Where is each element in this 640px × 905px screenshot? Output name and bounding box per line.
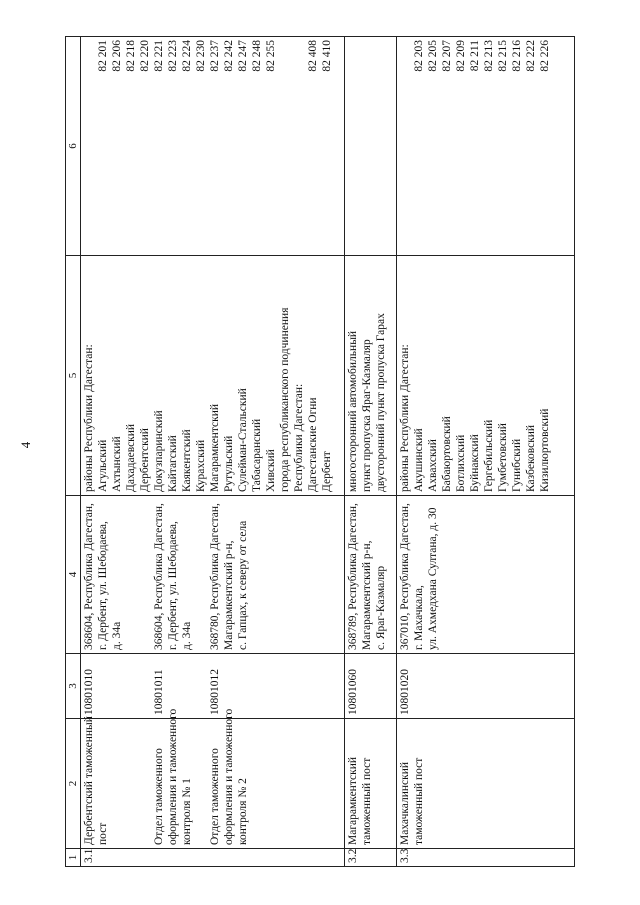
cell-c5 — [81, 256, 345, 496]
cell-line: 10801060 — [347, 669, 359, 715]
cell-line: Махачкалинский — [399, 761, 411, 845]
cell-line: 82 410 — [321, 40, 333, 72]
cell-line: 82 211 — [469, 40, 481, 72]
cell-line: Каякентский — [181, 429, 193, 492]
cell-line: 82 223 — [167, 40, 179, 72]
cell-line: Отдел таможенного — [153, 748, 165, 845]
cell-line: 82 408 — [307, 40, 319, 72]
cell-line: 82 203 — [413, 40, 425, 72]
blank-line — [138, 657, 152, 715]
cell-line: 82 222 — [525, 40, 537, 72]
row-number: 3.2 — [347, 848, 359, 863]
cell-line: 82 220 — [139, 40, 151, 72]
cell-line: 82 230 — [195, 40, 207, 72]
header-cell-1: 1 — [66, 849, 81, 867]
page-number: 4 — [18, 441, 33, 449]
cell-line: районы Республики Дагестан: — [399, 344, 411, 492]
cell-line: Акушинский — [413, 428, 425, 492]
cell-line: 10801012 — [209, 669, 221, 715]
cell-line: 82 242 — [223, 40, 235, 72]
cell-line: Гунибский — [511, 438, 523, 492]
cell-line: Гергебильский — [483, 419, 495, 492]
cell-line: Хивский — [265, 449, 277, 492]
cell-line: 368780, Республика Дагестан, — [209, 503, 221, 650]
cell-line: 82 255 — [265, 40, 277, 72]
cell-line: Кайтагский — [167, 435, 179, 492]
cell-line: ул. Ахмедхана Султана, д. 30 — [427, 507, 439, 650]
cell-line: Бабаюртовский — [441, 416, 453, 492]
cell-line: 82 209 — [455, 40, 467, 72]
cell-line: 10801010 — [83, 669, 95, 715]
cell-line: Казбековский — [525, 424, 537, 492]
cell-line: Республики Дагестан: — [293, 383, 305, 492]
cell-line: таможенный пост — [361, 757, 373, 845]
cell-line: Магарамкентский — [347, 756, 359, 845]
blank-line — [124, 499, 138, 650]
cell-line: двусторонний пункт пропуска Гарах — [375, 313, 387, 492]
cell-line: пост — [97, 822, 109, 845]
cell-c2 — [345, 719, 397, 849]
cell-line: Табасаранский — [251, 418, 263, 492]
cell-line: г. Махачкала, — [413, 585, 425, 650]
cell-c5 — [345, 256, 397, 496]
table-row — [345, 37, 397, 867]
cell-line: 82 213 — [483, 40, 495, 72]
cell-line: Дербентский таможенный — [83, 716, 95, 845]
cell-line: Буйнакский — [469, 434, 481, 492]
cell-c4 — [345, 496, 397, 654]
cell-line: Агульский — [97, 439, 109, 492]
header-row — [66, 37, 81, 867]
cell-c5 — [397, 256, 575, 496]
blank-line — [124, 722, 138, 845]
cell-c6 — [81, 37, 345, 256]
cell-line: Магарамкентский р-н, — [361, 540, 373, 650]
cell-c6 — [397, 37, 575, 256]
row-number: 3.1 — [83, 848, 95, 863]
cell-line: 82 205 — [427, 40, 439, 72]
blank-line — [194, 657, 208, 715]
cell-line: пункт пропуска Яраг-Казмаляр — [361, 339, 373, 492]
cell-line: 367010, Республика Дагестан, — [399, 503, 411, 650]
cell-line: 82 247 — [237, 40, 249, 72]
customs-posts-table — [65, 36, 575, 867]
cell-line: контроля № 1 — [181, 778, 193, 845]
header-cell-6: 6 — [66, 37, 81, 256]
row-number-cell — [81, 849, 345, 867]
cell-line: 82 206 — [111, 40, 123, 72]
cell-line: 368604, Республика Дагестан, — [153, 503, 165, 650]
header-cell-2: 2 — [66, 719, 81, 849]
cell-c6 — [345, 37, 397, 256]
cell-line: Сулейман-Стальский — [237, 388, 249, 492]
blank-line — [110, 657, 124, 715]
cell-line: 82 218 — [125, 40, 137, 72]
cell-c2 — [397, 719, 575, 849]
cell-line: Ахтынский — [111, 436, 123, 492]
cell-line: города республиканского подчинения — [279, 307, 291, 492]
cell-c4 — [81, 496, 345, 654]
cell-c3 — [345, 654, 397, 719]
cell-line: 368604, Республика Дагестан, — [83, 503, 95, 650]
cell-line: г. Дербент, ул. Шебодаева, — [97, 521, 109, 650]
cell-line: 82 224 — [181, 40, 193, 72]
cell-c2 — [81, 708, 345, 849]
blank-line — [166, 657, 180, 715]
cell-line: г. Дербент, ул. Шебодаева, — [167, 521, 179, 650]
cell-line: 368789, Республика Дагестан, — [347, 503, 359, 650]
blank-line — [110, 722, 124, 845]
rotated-table-container — [65, 37, 575, 867]
blank-line — [292, 40, 306, 252]
cell-line: 82 207 — [441, 40, 453, 72]
header-cell-5: 5 — [66, 256, 81, 496]
cell-line: Дербентский — [139, 428, 151, 492]
blank-line — [138, 499, 152, 650]
blank-line — [194, 722, 208, 845]
blank-line — [278, 40, 292, 252]
cell-line: 82 201 — [97, 40, 109, 72]
cell-c3 — [81, 654, 345, 719]
cell-line: таможенный пост — [413, 757, 425, 845]
cell-line: Дахадаевский — [125, 423, 137, 492]
cell-line: Ахвахский — [427, 439, 439, 492]
cell-line: Отдел таможенного — [209, 748, 221, 845]
blank-line — [398, 40, 412, 252]
cell-line: с. Гапцах, к северу от села — [237, 520, 249, 650]
row-number: 3.3 — [399, 848, 411, 863]
cell-line: 10801020 — [399, 669, 411, 715]
cell-line: д. 34а — [181, 621, 193, 650]
blank-line — [96, 657, 110, 715]
cell-line: 82 215 — [497, 40, 509, 72]
cell-line: оформления и таможенного — [223, 708, 235, 845]
cell-line: Докузпаринский — [153, 410, 165, 492]
blank-line — [124, 657, 138, 715]
blank-line — [180, 657, 194, 715]
cell-line: Магарамкентский р-н, — [223, 540, 235, 650]
cell-line: многосторонний автомобильный — [347, 330, 359, 492]
row-number-cell — [397, 849, 575, 867]
cell-line: Гумбетовский — [497, 423, 509, 492]
cell-line: Дербент — [321, 451, 333, 492]
blank-line — [194, 499, 208, 650]
cell-line: Дагестанские Огни — [307, 397, 319, 492]
cell-line: 10801011 — [153, 669, 165, 715]
table-row — [81, 37, 345, 867]
cell-line: 82 237 — [209, 40, 221, 72]
row-number-cell — [345, 849, 397, 867]
cell-line: районы Республики Дагестан: — [83, 344, 95, 492]
cell-line: д. 34а — [111, 621, 123, 650]
cell-line: 82 216 — [511, 40, 523, 72]
cell-c3 — [397, 654, 575, 719]
cell-line: 82 221 — [153, 40, 165, 72]
cell-line: Рутульский — [223, 435, 235, 492]
blank-line — [138, 722, 152, 845]
cell-line: контроля № 2 — [237, 778, 249, 845]
cell-line: оформления и таможенного — [167, 708, 179, 845]
cell-line: с. Яраг-Казмаляр — [375, 565, 387, 650]
cell-line: Кизилюртовский — [539, 408, 551, 492]
cell-line: 82 226 — [539, 40, 551, 72]
header-cell-4: 4 — [66, 496, 81, 654]
blank-line — [82, 40, 96, 252]
cell-line: Кураxский — [195, 439, 207, 492]
cell-line: 82 248 — [251, 40, 263, 72]
header-cell-3: 3 — [66, 654, 81, 719]
cell-line: Ботлихский — [455, 434, 467, 492]
table-row — [397, 37, 575, 867]
cell-line: Магарамкентский — [209, 403, 221, 492]
cell-c4 — [397, 496, 575, 654]
